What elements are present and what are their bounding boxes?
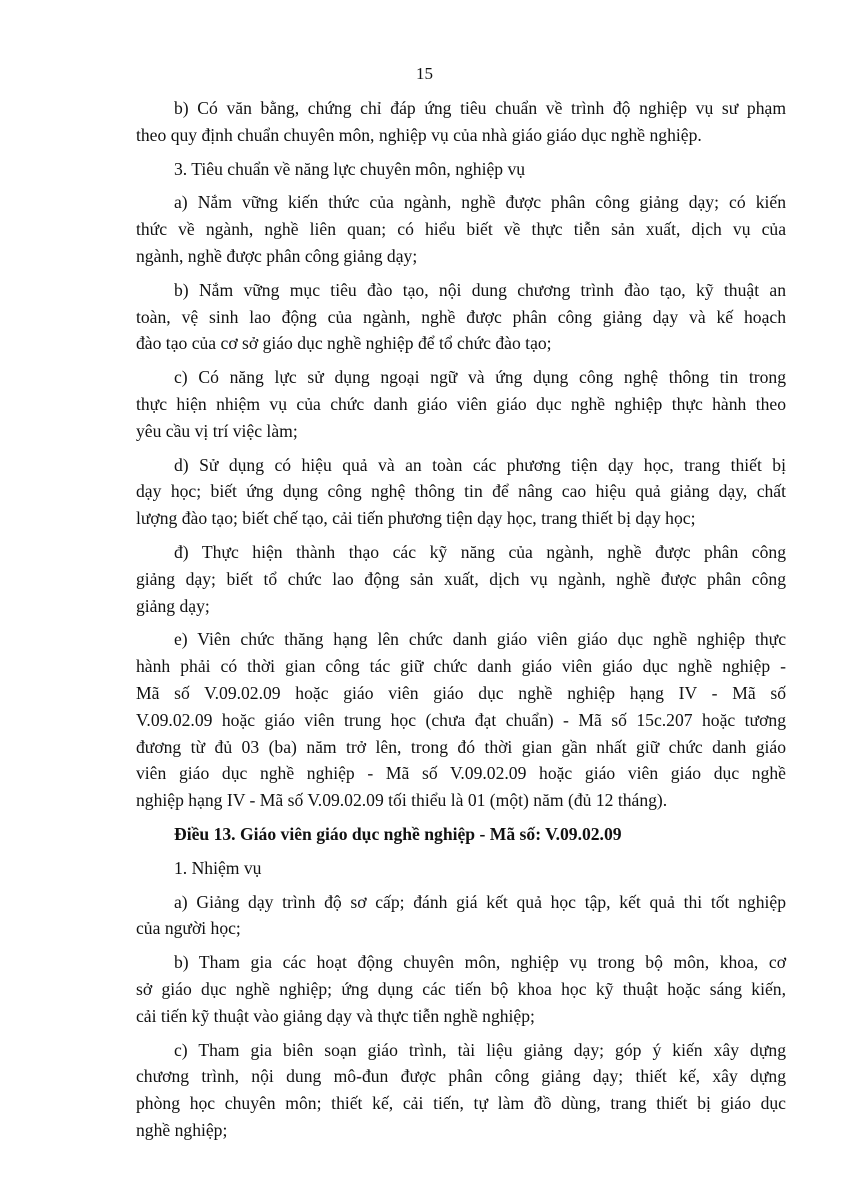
paragraph [136,364,786,444]
text-line: ngành, nghề được phân công giảng dạy; [136,245,418,266]
text-line: phòng học chuyên môn; thiết kế, cải tiến, tự làm đồ dùng, trang thiết bị giáo dục [136,1093,786,1114]
paragraph [136,1037,786,1144]
text-line: b) Nắm vững mục tiêu đào tạo, nội dung chương trình đào tạo, kỹ thuật an [174,279,786,300]
text-line: thức về ngành, nghề liên quan; có hiểu biết về thực tiễn sản xuất, dịch vụ của [136,219,786,240]
text-line: hành phải có thời gian công tác giữ chức danh giáo viên giáo dục nghề nghiệp - [136,656,786,677]
paragraph [136,539,786,619]
text-line: a) Giảng dạy trình độ sơ cấp; đánh giá kết quả học tập, kết quả thi tốt nghiệp [174,891,786,912]
text-line: giảng dạy; biết tổ chức lao động sản xuất, dịch vụ ngành, nghề được phân công [136,568,786,589]
paragraph [136,95,786,149]
text-line: cải tiến kỹ thuật vào giảng dạy và thực tiễn nghề nghiệp; [136,1005,535,1026]
text-line: nghề nghiệp; [136,1119,228,1140]
paragraph [136,626,786,814]
article-heading [136,821,786,848]
text-line: b) Tham gia các hoạt động chuyên môn, nghiệp vụ trong bộ môn, khoa, cơ [174,952,786,973]
text-line: V.09.02.09 hoặc giáo viên trung học (chưa đạt chuẩn) - Mã số 15c.207 hoặc tương [136,709,786,730]
paragraph [136,452,786,532]
paragraph [136,889,786,943]
text-line: 3. Tiêu chuẩn về năng lực chuyên môn, nghiệp vụ [174,158,526,179]
text-line: theo quy định chuẩn chuyên môn, nghiệp vụ của nhà giáo giáo dục nghề nghiệp. [136,124,702,145]
document-body [136,95,786,1151]
text-line: chương trình, nội dung mô-đun được phân công giảng dạy; thiết kế, xây dựng [136,1066,786,1087]
text-line: c) Có năng lực sử dụng ngoại ngữ và ứng dụng công nghệ thông tin trong [174,367,786,388]
paragraph [136,949,786,1029]
text-line: đào tạo của cơ sở giáo dục nghề nghiệp để tổ chức đào tạo; [136,333,552,354]
paragraph [136,855,786,882]
text-line: đương từ đủ 03 (ba) năm trở lên, trong đó thời gian gần nhất giữ chức danh giáo [136,736,786,757]
text-line: sở giáo dục nghề nghiệp; ứng dụng các tiến bộ khoa học kỹ thuật hoặc sáng kiến, [136,978,786,999]
text-line: a) Nắm vững kiến thức của ngành, nghề được phân công giảng dạy; có kiến [174,192,786,213]
text-line: lượng đào tạo; biết chế tạo, cải tiến phương tiện dạy học, trang thiết bị dạy học; [136,508,696,529]
text-line: giảng dạy; [136,595,210,616]
text-line: của người học; [136,918,241,939]
paragraph [136,156,786,183]
text-line: Điều 13. Giáo viên giáo dục nghề nghiệp - Mã số: V.09.02.09 [174,823,622,844]
text-line: nghiệp hạng IV - Mã số V.09.02.09 tối thiểu là 01 (một) năm (đủ 12 tháng). [136,790,668,811]
text-line: b) Có văn bằng, chứng chỉ đáp ứng tiêu chuẩn về trình độ nghiệp vụ sư phạm [174,98,786,118]
text-line: thực hiện nhiệm vụ của chức danh giáo viên giáo dục nghề nghiệp thực hành theo [136,393,786,414]
text-line: viên giáo dục nghề nghiệp - Mã số V.09.02.09 hoặc giáo viên giáo dục nghề [136,763,786,784]
text-line: c) Tham gia biên soạn giáo trình, tài liệu giảng dạy; góp ý kiến xây dựng [174,1039,786,1060]
text-line: d) Sử dụng có hiệu quả và an toàn các phương tiện dạy học, trang thiết bị [174,454,786,475]
text-line: e) Viên chức thăng hạng lên chức danh giáo viên giáo dục nghề nghiệp thực [174,629,786,650]
paragraph [136,189,786,269]
text-line: yêu cầu vị trí việc làm; [136,420,298,441]
text-line: dạy học; biết ứng dụng công nghệ thông tin để nâng cao hiệu quả giảng dạy, chất [136,481,786,502]
page-number: 15 [416,64,433,83]
paragraph [136,277,786,357]
text-line: đ) Thực hiện thành thạo các kỹ năng của ngành, nghề được phân công [174,541,786,562]
text-line: 1. Nhiệm vụ [174,857,262,878]
text-line: Mã số V.09.02.09 hoặc giáo viên giáo dục nghề nghiệp hạng IV - Mã số [136,682,786,703]
text-line: toàn, vệ sinh lao động của ngành, nghề được phân công giảng dạy và kế hoạch [136,306,786,327]
